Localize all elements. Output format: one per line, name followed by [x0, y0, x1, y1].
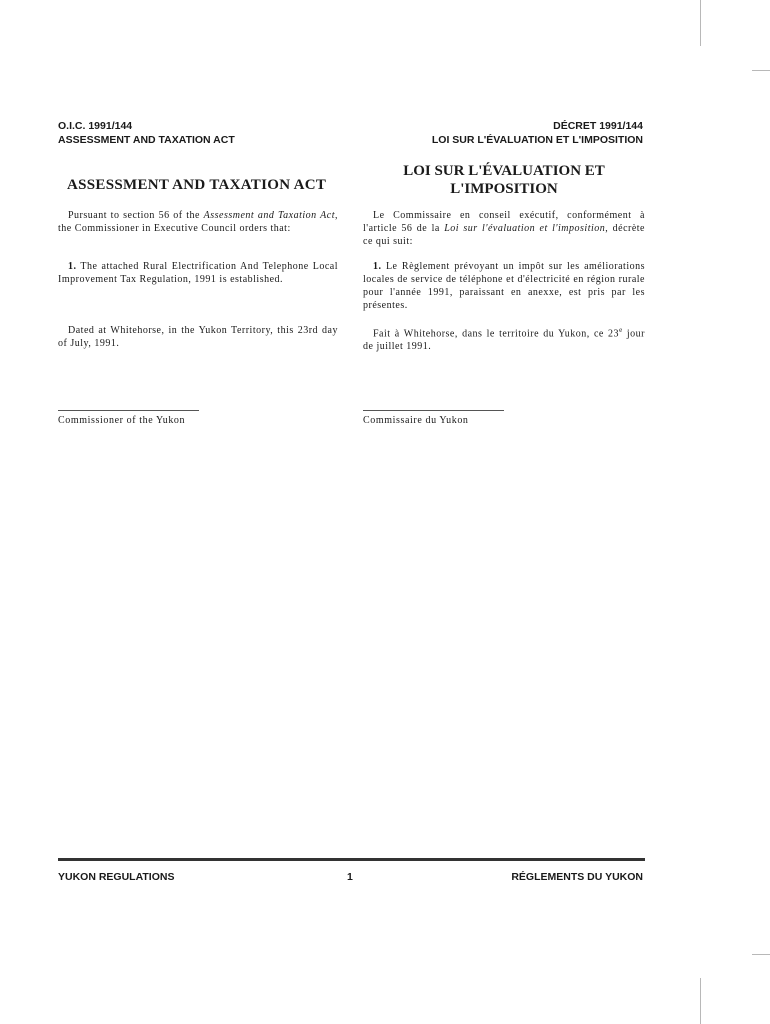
header-right-loi: LOI SUR L'ÉVALUATION ET L'IMPOSITION [431, 134, 643, 146]
footer-rule [58, 858, 645, 861]
french-paragraph-1 [363, 209, 645, 248]
header-right-decret: DÉCRET 1991/144 [553, 120, 643, 132]
french-paragraph-2 [363, 260, 645, 312]
fr-p1-pre: Le Commissaire en conseil exécutif, conformément à l'article 56 de la [363, 210, 645, 234]
fr-p3-superscript: e [619, 326, 623, 334]
english-paragraph-3 [58, 324, 338, 350]
title-english: ASSESSMENT AND TAXATION ACT [67, 177, 327, 193]
fr-p3-post: jour de juillet 1991. [363, 328, 646, 353]
fr-p3-pre: Fait à Whitehorse, dans le territoire du Yukon, ce 23 [373, 328, 620, 340]
en-p1-pre: Pursuant to section 56 of the [68, 210, 204, 221]
signature-line-english [58, 410, 199, 411]
en-p1-post: , the Commissioner in Executive Council orders that: [58, 210, 338, 234]
english-paragraph-1 [58, 209, 338, 235]
en-p2-text: The attached Rural Electrification And Telephone Local Improvement Tax Regulation, 1991 is established. [58, 261, 338, 285]
fr-section-number: 1. [373, 261, 382, 272]
header-left-oic: O.I.C. 1991/144 [58, 120, 133, 132]
english-paragraph-2 [58, 260, 338, 286]
en-section-number: 1. [68, 261, 77, 272]
en-dated: Dated at Whitehorse, in the Yukon Territory, this 23rd day of July, 1991. [58, 325, 338, 349]
crop-mark-top-horizontal [752, 70, 770, 71]
fr-p2-text: Le Règlement prévoyant un impôt sur les améliorations locales de service de téléphone et d'électricité en région rurale pour l'année 1991, paraissant en anexxe, est pris par les présentes. [363, 261, 645, 311]
crop-mark-bottom-horizontal [752, 954, 770, 955]
title-french-line2: L'IMPOSITION [450, 181, 558, 197]
crop-mark-bottom-vertical [700, 978, 701, 1024]
fr-p1-act-name: Loi sur l'évaluation et l'imposition [444, 223, 606, 234]
title-french-line1: LOI SUR L'ÉVALUATION ET [403, 163, 605, 179]
fr-p1-post: , décrète ce qui suit: [363, 223, 645, 247]
header-left [58, 119, 235, 147]
title-french [363, 162, 645, 198]
header-left-act: ASSESSMENT AND TAXATION ACT [58, 134, 235, 146]
signature-label-english: Commissioner of the Yukon [58, 415, 186, 426]
en-p1-act-name: Assessment and Taxation Act [203, 210, 335, 221]
footer-page-number: 1 [347, 871, 353, 883]
footer-left: YUKON REGULATIONS [58, 871, 175, 883]
signature-line-french [363, 410, 504, 411]
signature-label-french: Commissaire du Yukon [363, 415, 469, 426]
french-paragraph-3 [363, 324, 645, 353]
footer-right: RÉGLEMENTS DU YUKON [511, 871, 643, 883]
crop-mark-top-vertical [700, 0, 701, 46]
header-right [432, 119, 643, 147]
